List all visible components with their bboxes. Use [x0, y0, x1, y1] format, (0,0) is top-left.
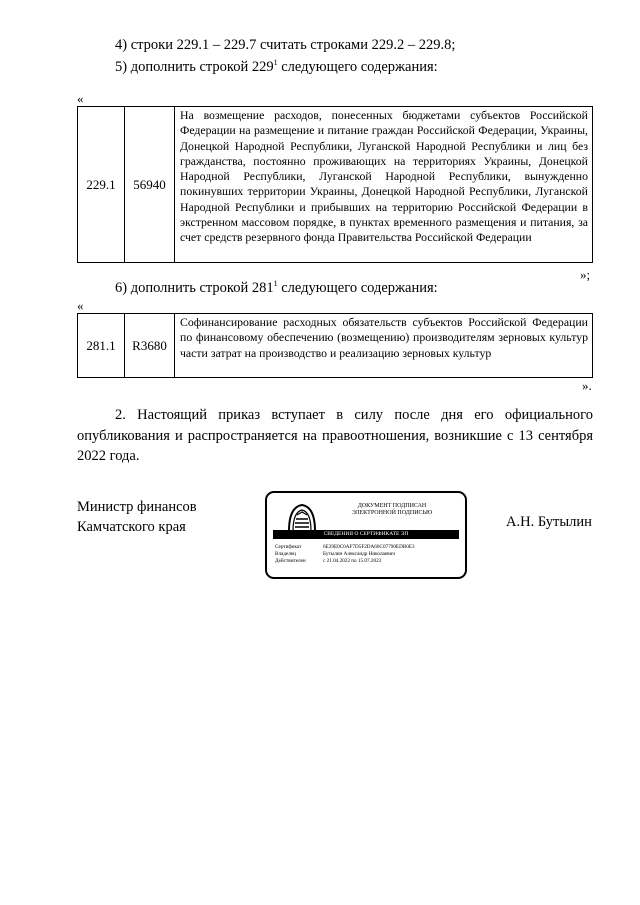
code-cell: 56940: [125, 107, 175, 263]
signatory-position: [77, 497, 197, 537]
code-cell: R3680: [125, 314, 175, 378]
item-5-text: 5) дополнить строкой 229: [115, 59, 274, 75]
stamp-valid-row: [275, 558, 381, 564]
stamp-title: [327, 503, 457, 517]
stamp-title-line-2: ЭЛЕКТРОННОЙ ПОДПИСЬЮ: [351, 510, 433, 516]
description-cell: Софинансирование расходных обязательств субъектов Российской Федерации по финансовому обеспечению (возмещению) производителям зерновых культур части затрат на производство и реализацию зерновых культур: [175, 314, 593, 378]
item-5-superscript: 1: [273, 58, 278, 67]
item-6: [115, 280, 438, 297]
stamp-cert-row: [275, 544, 415, 550]
closing-quote-2: ».: [582, 378, 592, 393]
item-5-text-end: следующего содержания:: [277, 59, 438, 75]
stamp-owner-row: [275, 551, 395, 557]
opening-quote-2: «: [77, 298, 84, 313]
paragraph-2: 2. Настоящий приказ вступает в силу после дня его официального опубликования и распространяется на правоотношения, возникшие с 13 сентября 2022 года.: [77, 407, 593, 464]
amendment-table-2: [77, 313, 593, 378]
description-cell: На возмещение расходов, понесенных бюджетами субъектов Российской Федерации на размещение и питание граждан Российской Федерации, Украины, Донецкой Народной Республики, Луганской Народной Республики и лиц без гражданства, постоянно проживающих на территориях Украины, Донецкой Народной Республики, Луганской Народной Республики, вынужденно покинувших территории Украины, Донецкой Народной Республики, Луганской Народной Республики и прибывших на территорию Российской Федерации в экстренном массовом порядке, в пунктах временного размещения и питания, за счет средств резервного фонда Правительства Российской Федерации: [175, 107, 593, 263]
amendment-table-1: [77, 106, 593, 263]
electronic-signature-stamp: [265, 491, 467, 579]
closing-quote-1: »;: [580, 267, 591, 282]
valid-label: Действителен: [275, 558, 306, 564]
owner-value: Бутылин Александр Николаевич: [323, 551, 395, 557]
item-6-text: 6) дополнить строкой 281: [115, 280, 274, 296]
table-row: [78, 314, 593, 378]
item-4: 4) строки 229.1 – 229.7 считать строками 229.2 – 229.8;: [115, 37, 456, 53]
position-line-2: Камчатского края: [77, 519, 186, 535]
valid-value: с 21.04.2022 по 15.07.2023: [323, 558, 382, 564]
stamp-certificate-bar: СВЕДЕНИЯ О СЕРТИФИКАТЕ ЭП: [273, 530, 459, 539]
cert-label: Сертификат: [275, 544, 302, 550]
stamp-title-line-1: ДОКУМЕНТ ПОДПИСАН: [357, 503, 427, 509]
line-number-cell: 229.1: [78, 107, 125, 263]
item-6-superscript: 1: [273, 279, 278, 288]
position-line-1: Министр финансов: [77, 499, 197, 515]
owner-label: Владелец: [275, 551, 296, 557]
table-row: [78, 107, 593, 263]
signatory-name: А.Н. Бутылин: [506, 514, 592, 530]
cert-value: 6E39E0C0AF7D5F2DA60C07790EDB0E3: [323, 544, 415, 550]
item-6-text-end: следующего содержания:: [277, 280, 438, 296]
opening-quote-1: «: [77, 91, 84, 106]
line-number-cell: 281.1: [78, 314, 125, 378]
item-5: [115, 59, 438, 76]
